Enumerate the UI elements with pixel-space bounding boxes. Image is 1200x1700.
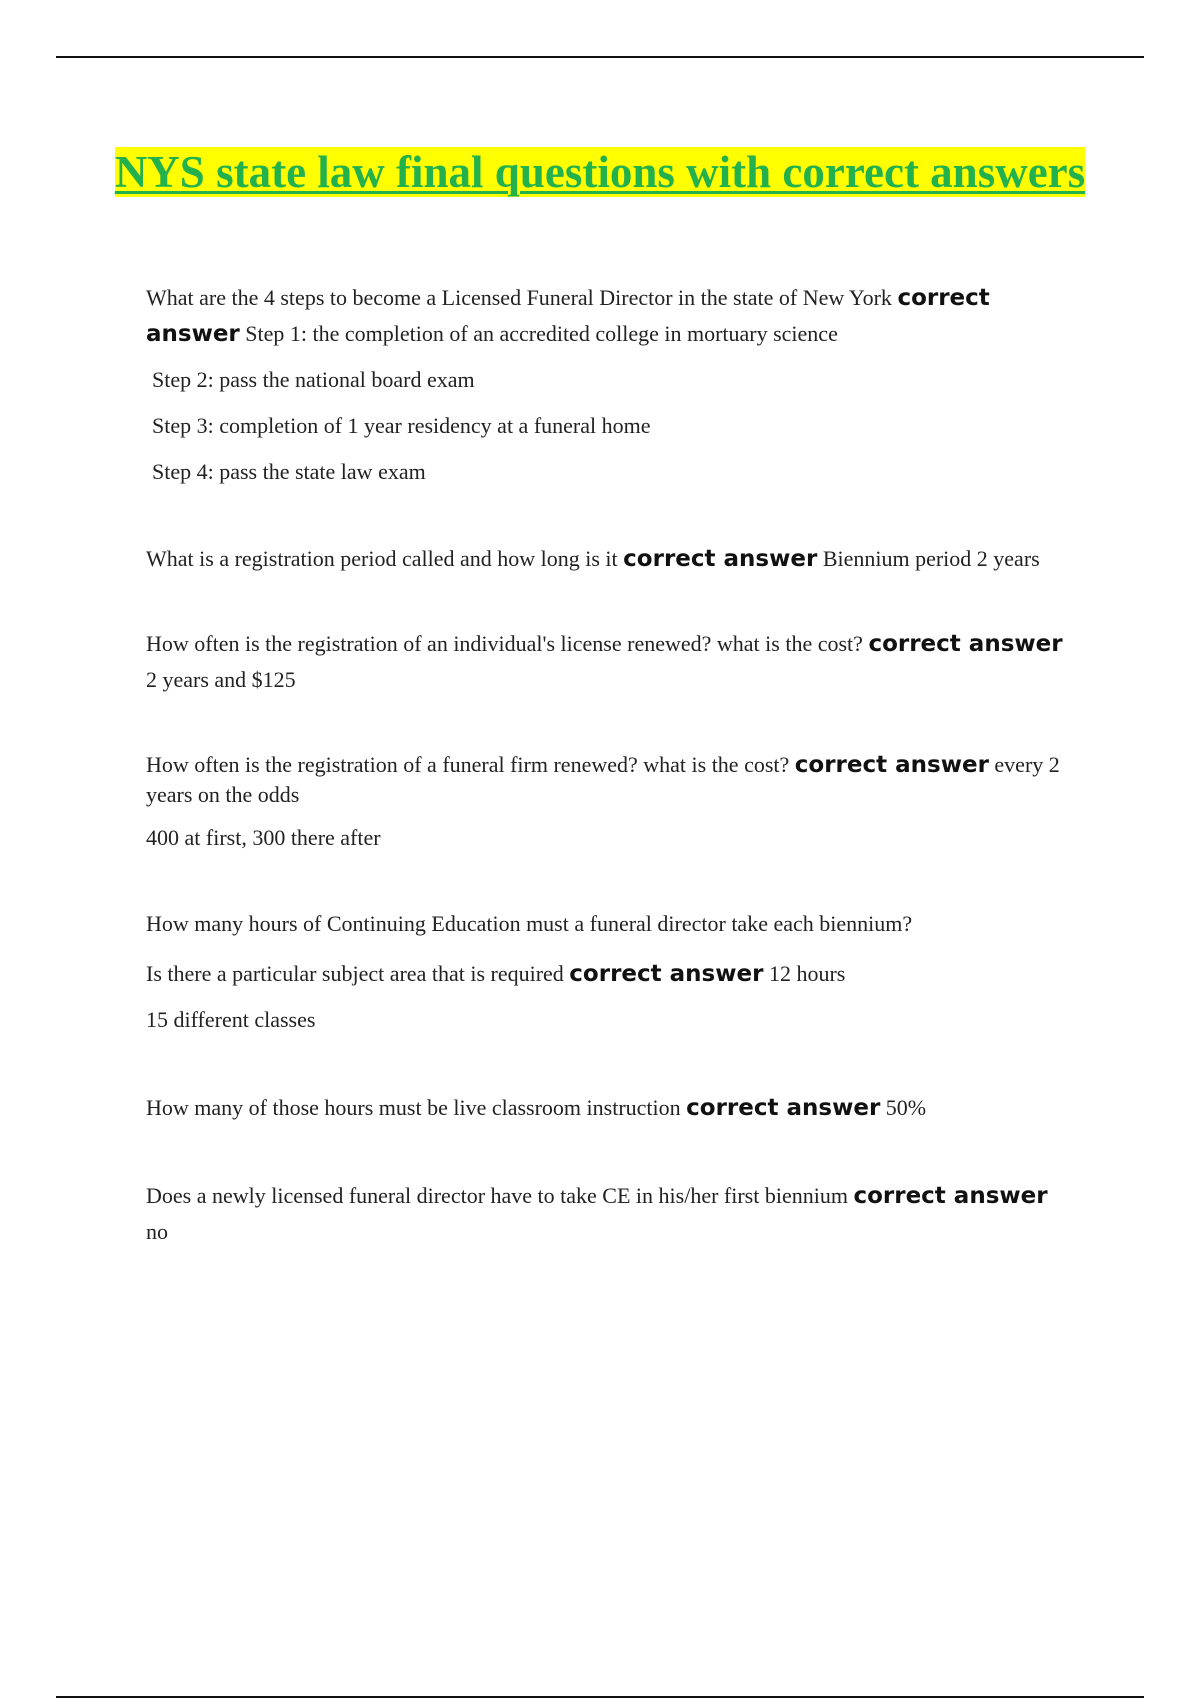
qa-item (146, 750, 1066, 856)
answer: 12 hours (768, 961, 846, 986)
answer: 50% (885, 1095, 927, 1120)
question: How many of those hours must be live classroom instruction (146, 1095, 681, 1120)
question-text: How many hours of Continuing Education must a funeral director take each biennium? (146, 911, 913, 936)
answer-line: Step 2: pass the national board exam (152, 367, 475, 392)
answer: every 2 years on the odds (146, 752, 1060, 807)
correct-answer-marker: correct answer (868, 631, 1063, 657)
correct-answer-marker: correct answer (686, 1095, 881, 1121)
answer: no (146, 1219, 168, 1244)
qa-item (146, 906, 1066, 1038)
answer-line: Step 3: completion of 1 year residency at a funeral home (152, 413, 651, 438)
qa-item (146, 1090, 1066, 1126)
question: Does a newly licensed funeral director have to take CE in his/her first biennium (146, 1183, 848, 1208)
qa-item (146, 544, 1066, 574)
question: Is there a particular subject area that is required (146, 961, 564, 986)
bottom-rule (56, 1696, 1144, 1698)
correct-answer-marker: correct answer (853, 1183, 1048, 1209)
answer: Step 1: the completion of an accredited college in mortuary science (245, 321, 838, 346)
answer-line: 15 different classes (146, 1007, 316, 1032)
answer: Biennium period 2 years (822, 546, 1040, 571)
correct-answer-marker: correct answer (146, 285, 990, 347)
document-title-text: NYS state law final questions with correct answers (114, 147, 1086, 197)
top-rule (56, 56, 1144, 58)
answer: 2 years and $125 (146, 667, 296, 692)
question: How often is the registration of an individual's license renewed? what is the cost? (146, 631, 863, 656)
correct-answer-marker: correct answer (794, 752, 989, 778)
question: What is a registration period called and how long is it (146, 546, 618, 571)
question: How often is the registration of a funeral firm renewed? what is the cost? (146, 752, 790, 777)
qa-item (146, 626, 1066, 698)
qa-item (146, 280, 1066, 490)
question-text (146, 1178, 1066, 1250)
answer-line: Step 4: pass the state law exam (152, 459, 426, 484)
question-text (146, 626, 1066, 698)
correct-answer-marker: correct answer (569, 961, 764, 987)
question: What are the 4 steps to become a Licensed Funeral Director in the state of New York (146, 285, 892, 310)
answer-line: 400 at first, 300 there after (146, 825, 381, 850)
question-text (146, 280, 1066, 352)
qa-item (146, 1178, 1066, 1250)
question-text (146, 956, 1066, 992)
question-text (146, 750, 1066, 810)
question-text (146, 544, 1066, 574)
correct-answer-marker: correct answer (623, 546, 818, 572)
document-title (100, 142, 1100, 202)
question-text (146, 1090, 1066, 1126)
qa-list (146, 280, 1066, 1260)
